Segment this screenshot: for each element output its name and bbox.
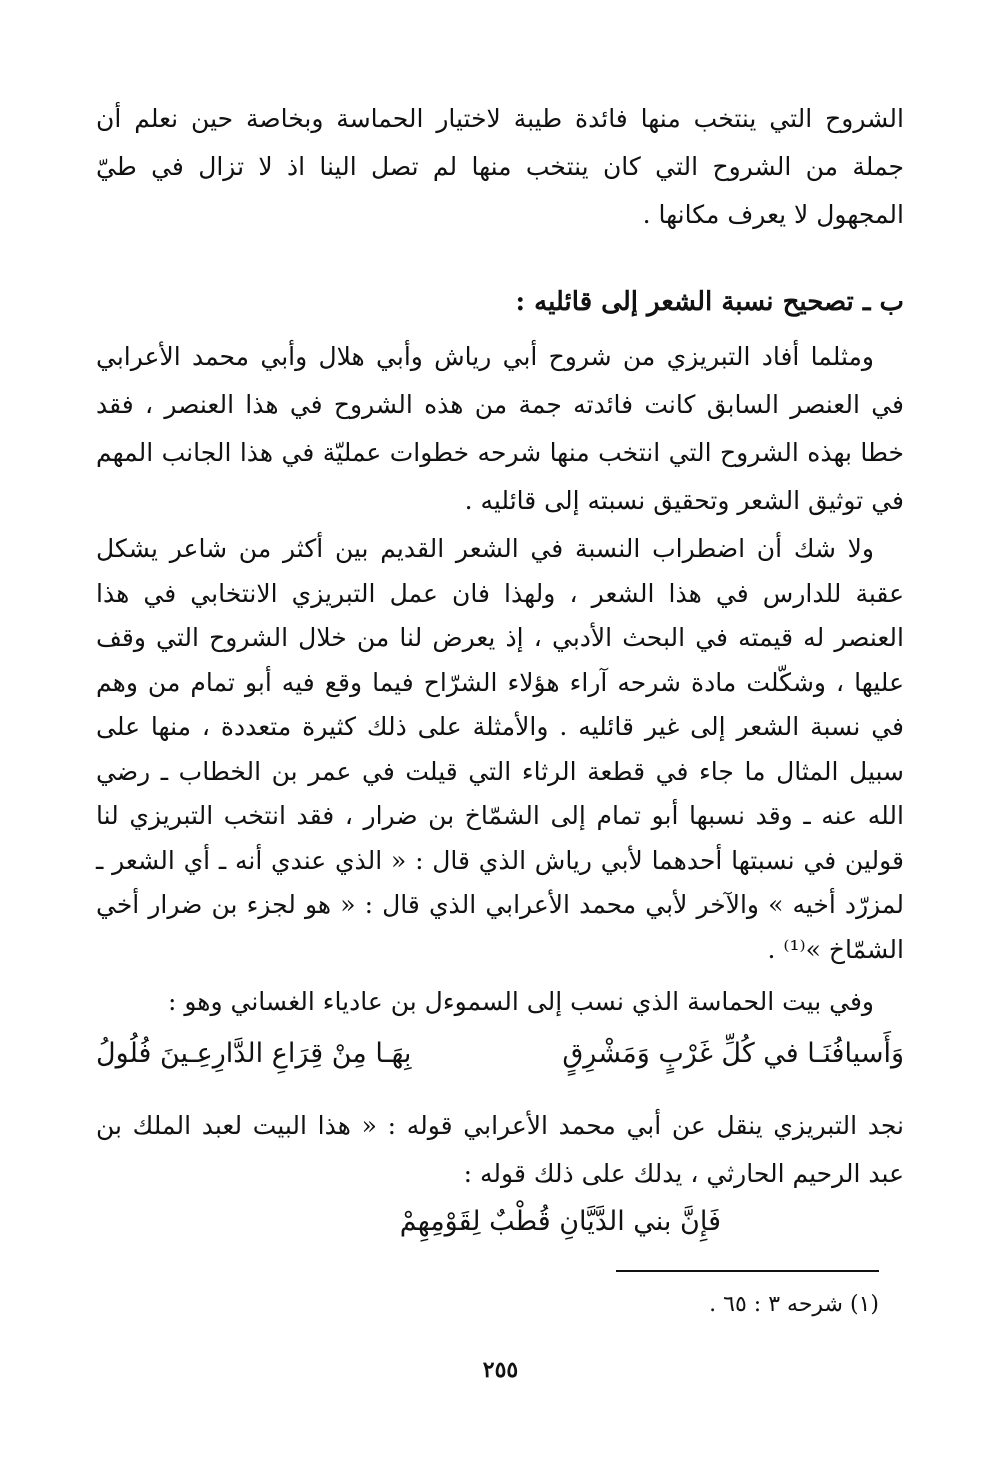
page-number: ٢٥٥ bbox=[482, 1357, 519, 1383]
paragraph-nisba-examples: ولا شك أن اضطراب النسبة في الشعر القديم بين أكثر من شاعر يشكل عقبة للدارس في هذا الشعر ، ولهذا فان عمل التبريزي الانتخابي في هذا العنصر له قيمته في البحث الأدبي ، إذ يعرض لنا من خلال الشروح التي وقف عليها ، وشكّلت مادة شرحه آراء هؤلاء الشرّاح فيما وقع فيه أبو تمام من وهم في نسبة الشعر إلى غير قائليه . والأمثلة على ذلك كثيرة متعددة ، منها على سبيل المثال ما جاء في قطعة الرثاء التي قيلت في عمر بن الخطاب ـ رضي الله عنه ـ وقد نسبها أبو تمام إلى الشمّاخ بن ضرار ، فقد انتخب التبريزي لنا قولين في نسبتها أحدهما لأبي رياش الذي قال : « الذي عندي أنه ـ أي الشعر ـ لمزرّد أخيه » والآخر لأبي محمد الأعرابي الذي قال : « هو لجزء بن ضرار أخي الشمّاخ »⁽¹⁾ . bbox=[96, 534, 904, 964]
footnote: (١) شرحه ٣ : ٦٥ . bbox=[709, 1292, 879, 1317]
paragraph-nisba-intro: ومثلما أفاد التبريزي من شروح أبي رياش وأبي هلال وأبي محمد الأعرابي في العنصر السابق كانت فائدته جمة من هذه الشروح في هذا العنصر ، فقد خطا بهذه الشروح التي انتخب منها شرحه خطوات عمليّة في هذا الجانب المهم في توثيق الشعر وتحقيق نسبته إلى قائليه . bbox=[96, 342, 904, 515]
footnote-divider bbox=[616, 1270, 879, 1272]
poem-verse bbox=[96, 1030, 904, 1078]
verse-second-hemistich: بِهَـا مِنْ قِرَاعِ الدَّارِعِـينَ فُلُولُ bbox=[96, 1038, 412, 1069]
verse-first-hemistich: وَأَسيافُنَـا في كُلِّ غَرْبٍ وَمَشْرِقٍ bbox=[562, 1038, 904, 1069]
quoted-verse: فَإِنَّ بني الدَّيَّانِ قُطْبٌ لِقَوْمِهِمْ bbox=[399, 1206, 721, 1237]
paragraph-hamasa-verse-intro: وفي بيت الحماسة الذي نسب إلى السموءل بن عادياء الغساني وهو : bbox=[168, 987, 874, 1016]
paragraph-attribution-quote: نجد التبريزي ينقل عن أبي محمد الأعرابي قوله : « هذا البيت لعبد الملك بن عبد الرحيم الحارثي ، يدلك على ذلك قوله : bbox=[96, 1111, 904, 1188]
section-heading: ب ـ تصحيح نسبة الشعر إلى قائليه : bbox=[515, 287, 904, 317]
intro-paragraph: الشروح التي ينتخب منها فائدة طيبة لاختيار الحماسة وبخاصة حين نعلم أن جملة من الشروح التي كان ينتخب منها لم تصل الينا اذ لا تزال في طيّ المجهول لا يعرف مكانها . bbox=[96, 104, 904, 229]
